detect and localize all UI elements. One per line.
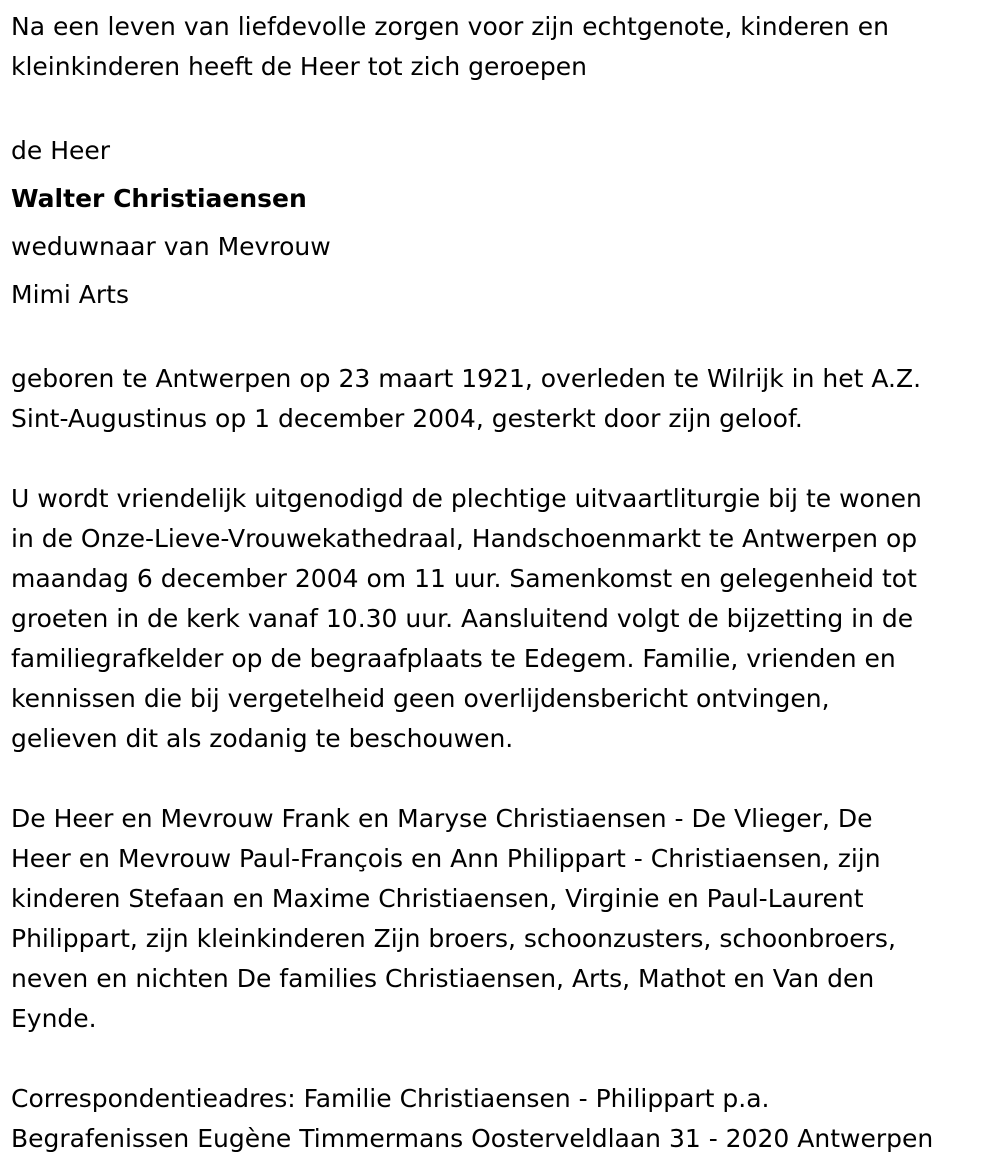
invitation-line: in de Onze-Lieve-Vrouwekathedraal, Handschoenmarkt te Antwerpen op <box>11 524 918 553</box>
family-line: Philippart, zijn kleinkinderen Zijn broers, schoonzusters, schoonbroers, <box>11 924 896 953</box>
birth-death-paragraph <box>11 359 992 439</box>
paragraph-spacer <box>11 759 992 799</box>
deceased-block <box>11 127 992 319</box>
widower-line: weduwnaar van Mevrouw <box>11 232 331 261</box>
family-line: De Heer en Mevrouw Frank en Maryse Christiaensen - De Vlieger, De <box>11 804 873 833</box>
paragraph-spacer <box>11 1039 992 1079</box>
invitation-line: familiegrafkelder op de begraafplaats te Edegem. Familie, vrienden en <box>11 644 896 673</box>
invitation-line: maandag 6 december 2004 om 11 uur. Samenkomst en gelegenheid tot <box>11 564 917 593</box>
intro-line: Na een leven van liefdevolle zorgen voor zijn echtgenote, kinderen en <box>11 12 889 41</box>
birth-death-line: Sint-Augustinus op 1 december 2004, gesterkt door zijn geloof. <box>11 404 803 433</box>
birth-death-line: geboren te Antwerpen op 23 maart 1921, overleden te Wilrijk in het A.Z. <box>11 364 922 393</box>
invitation-line: kennissen die bij vergetelheid geen overlijdensbericht ontvingen, <box>11 684 830 713</box>
intro-paragraph <box>11 7 992 87</box>
paragraph-spacer <box>11 319 992 359</box>
invitation-paragraph <box>11 479 992 759</box>
correspondence-line: Begrafenissen Eugène Timmermans Oosterveldlaan 31 - 2020 Antwerpen <box>11 1124 934 1153</box>
family-line: neven en nichten De families Christiaensen, Arts, Mathot en Van den <box>11 964 875 993</box>
family-line: Heer en Mevrouw Paul-François en Ann Philippart - Christiaensen, zijn <box>11 844 881 873</box>
paragraph-spacer <box>11 87 992 127</box>
invitation-line: groeten in de kerk vanaf 10.30 uur. Aansluitend volgt de bijzetting in de <box>11 604 914 633</box>
family-line: kinderen Stefaan en Maxime Christiaensen, Virginie en Paul-Laurent <box>11 884 864 913</box>
invitation-line: U wordt vriendelijk uitgenodigd de plechtige uitvaartliturgie bij te wonen <box>11 484 922 513</box>
deceased-name: Walter Christiaensen <box>11 184 307 213</box>
honorific: de Heer <box>11 136 111 165</box>
spouse-name: Mimi Arts <box>11 280 129 309</box>
intro-line: kleinkinderen heeft de Heer tot zich geroepen <box>11 52 587 81</box>
paragraph-spacer <box>11 439 992 479</box>
invitation-line: gelieven dit als zodanig te beschouwen. <box>11 724 514 753</box>
family-paragraph <box>11 799 992 1039</box>
correspondence-paragraph <box>11 1079 992 1159</box>
correspondence-line: Correspondentieadres: Familie Christiaensen - Philippart p.a. <box>11 1084 770 1113</box>
family-line: Eynde. <box>11 1004 97 1033</box>
